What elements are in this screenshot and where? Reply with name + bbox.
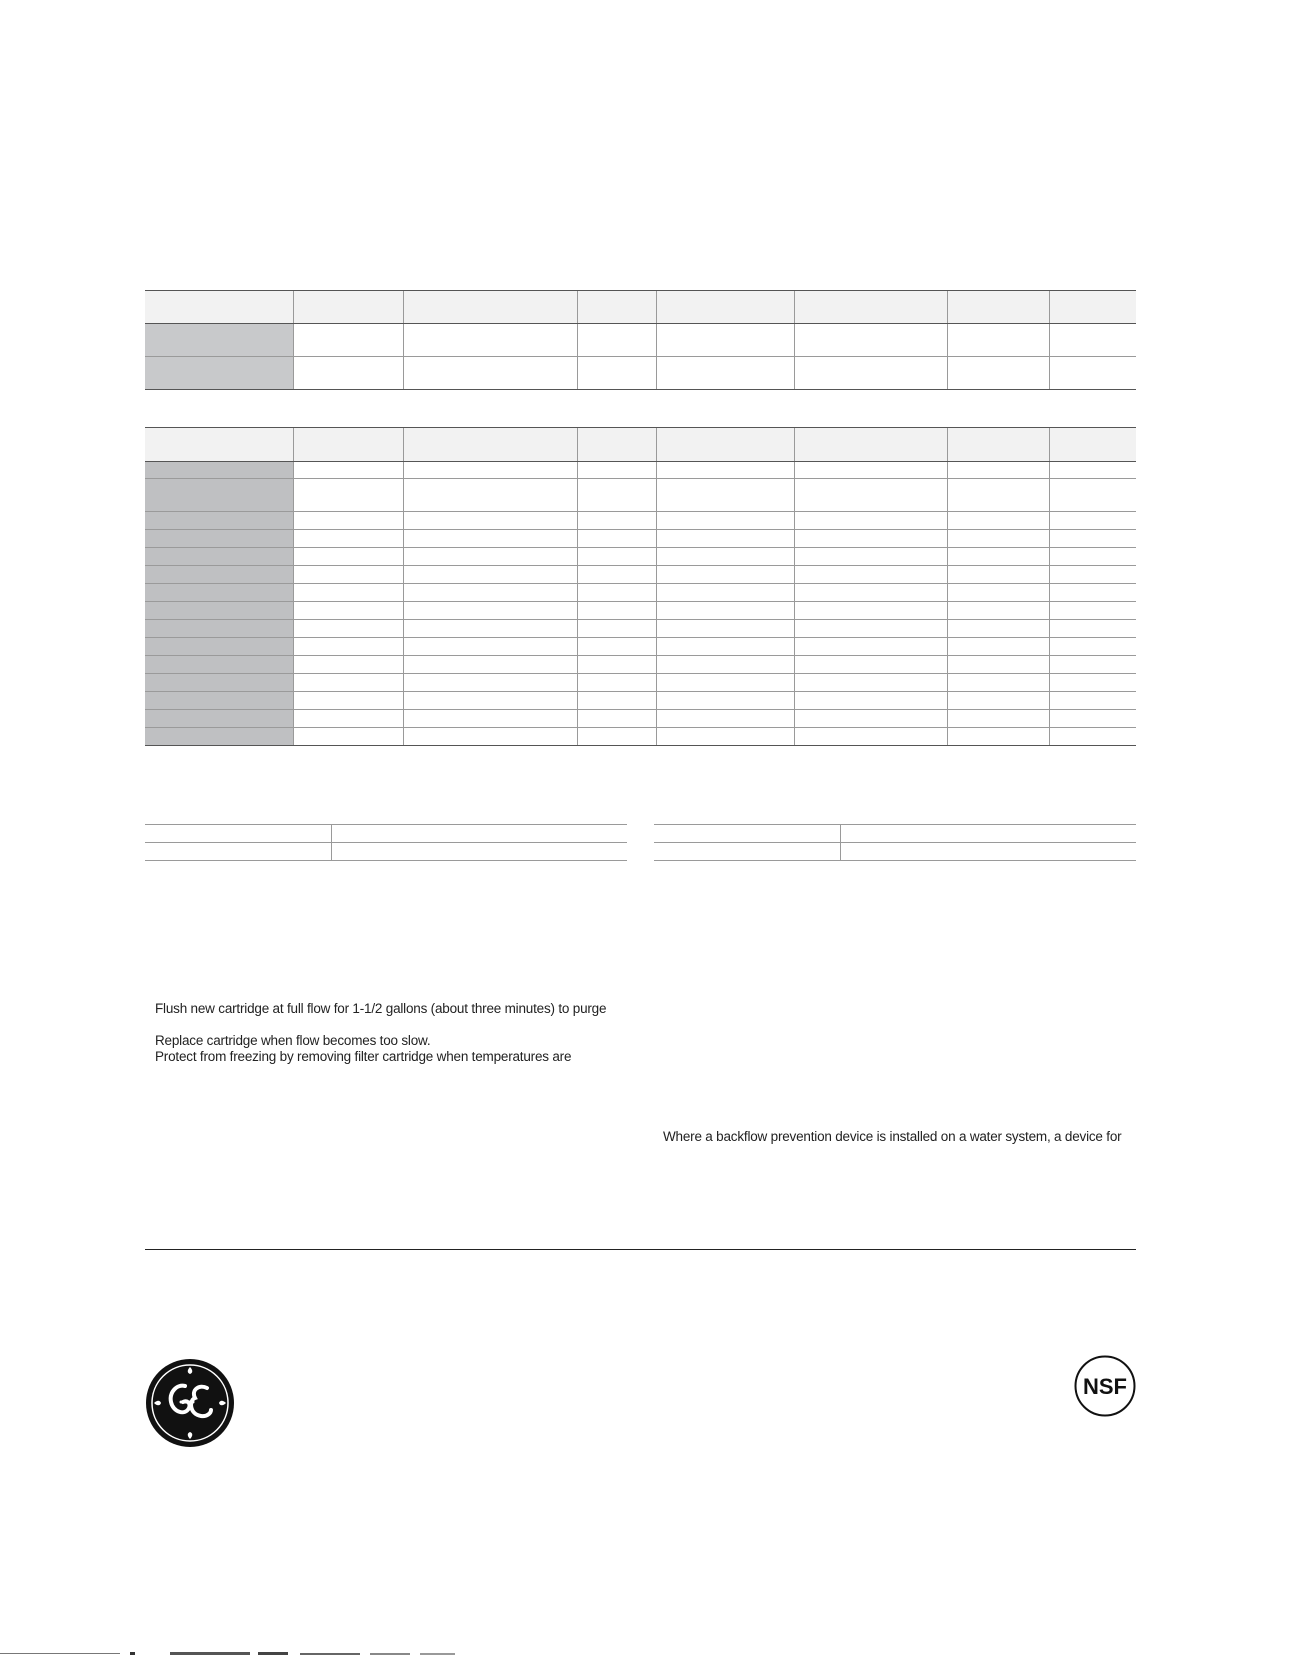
spec-table-right [654,824,1136,861]
scan-artifact [0,1652,480,1656]
performance-table-top [145,290,1136,390]
table-header-row [145,291,1136,324]
table-row [145,692,1136,710]
nsf-logo-icon [1074,1355,1136,1417]
table-row [654,843,1136,861]
nsf-logo-text: NSF [1083,1374,1127,1399]
table-row [145,479,1136,512]
table-row [145,512,1136,530]
table-row [145,620,1136,638]
ge-logo-icon [145,1358,235,1448]
table-row [145,710,1136,728]
instruction-protect: Protect from freezing by removing filter cartridge when temperatures are [155,1049,572,1064]
table-row [145,602,1136,620]
table-row [145,462,1136,479]
table-row [145,825,627,843]
performance-table-bottom [145,427,1136,746]
table-row [145,530,1136,548]
table-row [145,656,1136,674]
backflow-note: Where a backflow prevention device is installed on a water system, a device for [663,1129,1122,1144]
table-row [145,357,1136,390]
table-row [145,674,1136,692]
table-row [654,825,1136,843]
table-row [145,638,1136,656]
table-row [145,324,1136,357]
table-row [145,843,627,861]
spec-table-left [145,824,627,861]
instruction-flush: Flush new cartridge at full flow for 1-1/2 gallons (about three minutes) to purge [155,1001,607,1016]
table-header-row [145,428,1136,462]
instruction-replace: Replace cartridge when flow becomes too slow. [155,1033,431,1048]
table-row [145,584,1136,602]
table-row [145,728,1136,746]
table-row [145,566,1136,584]
table-row [145,548,1136,566]
section-divider [145,1249,1136,1250]
